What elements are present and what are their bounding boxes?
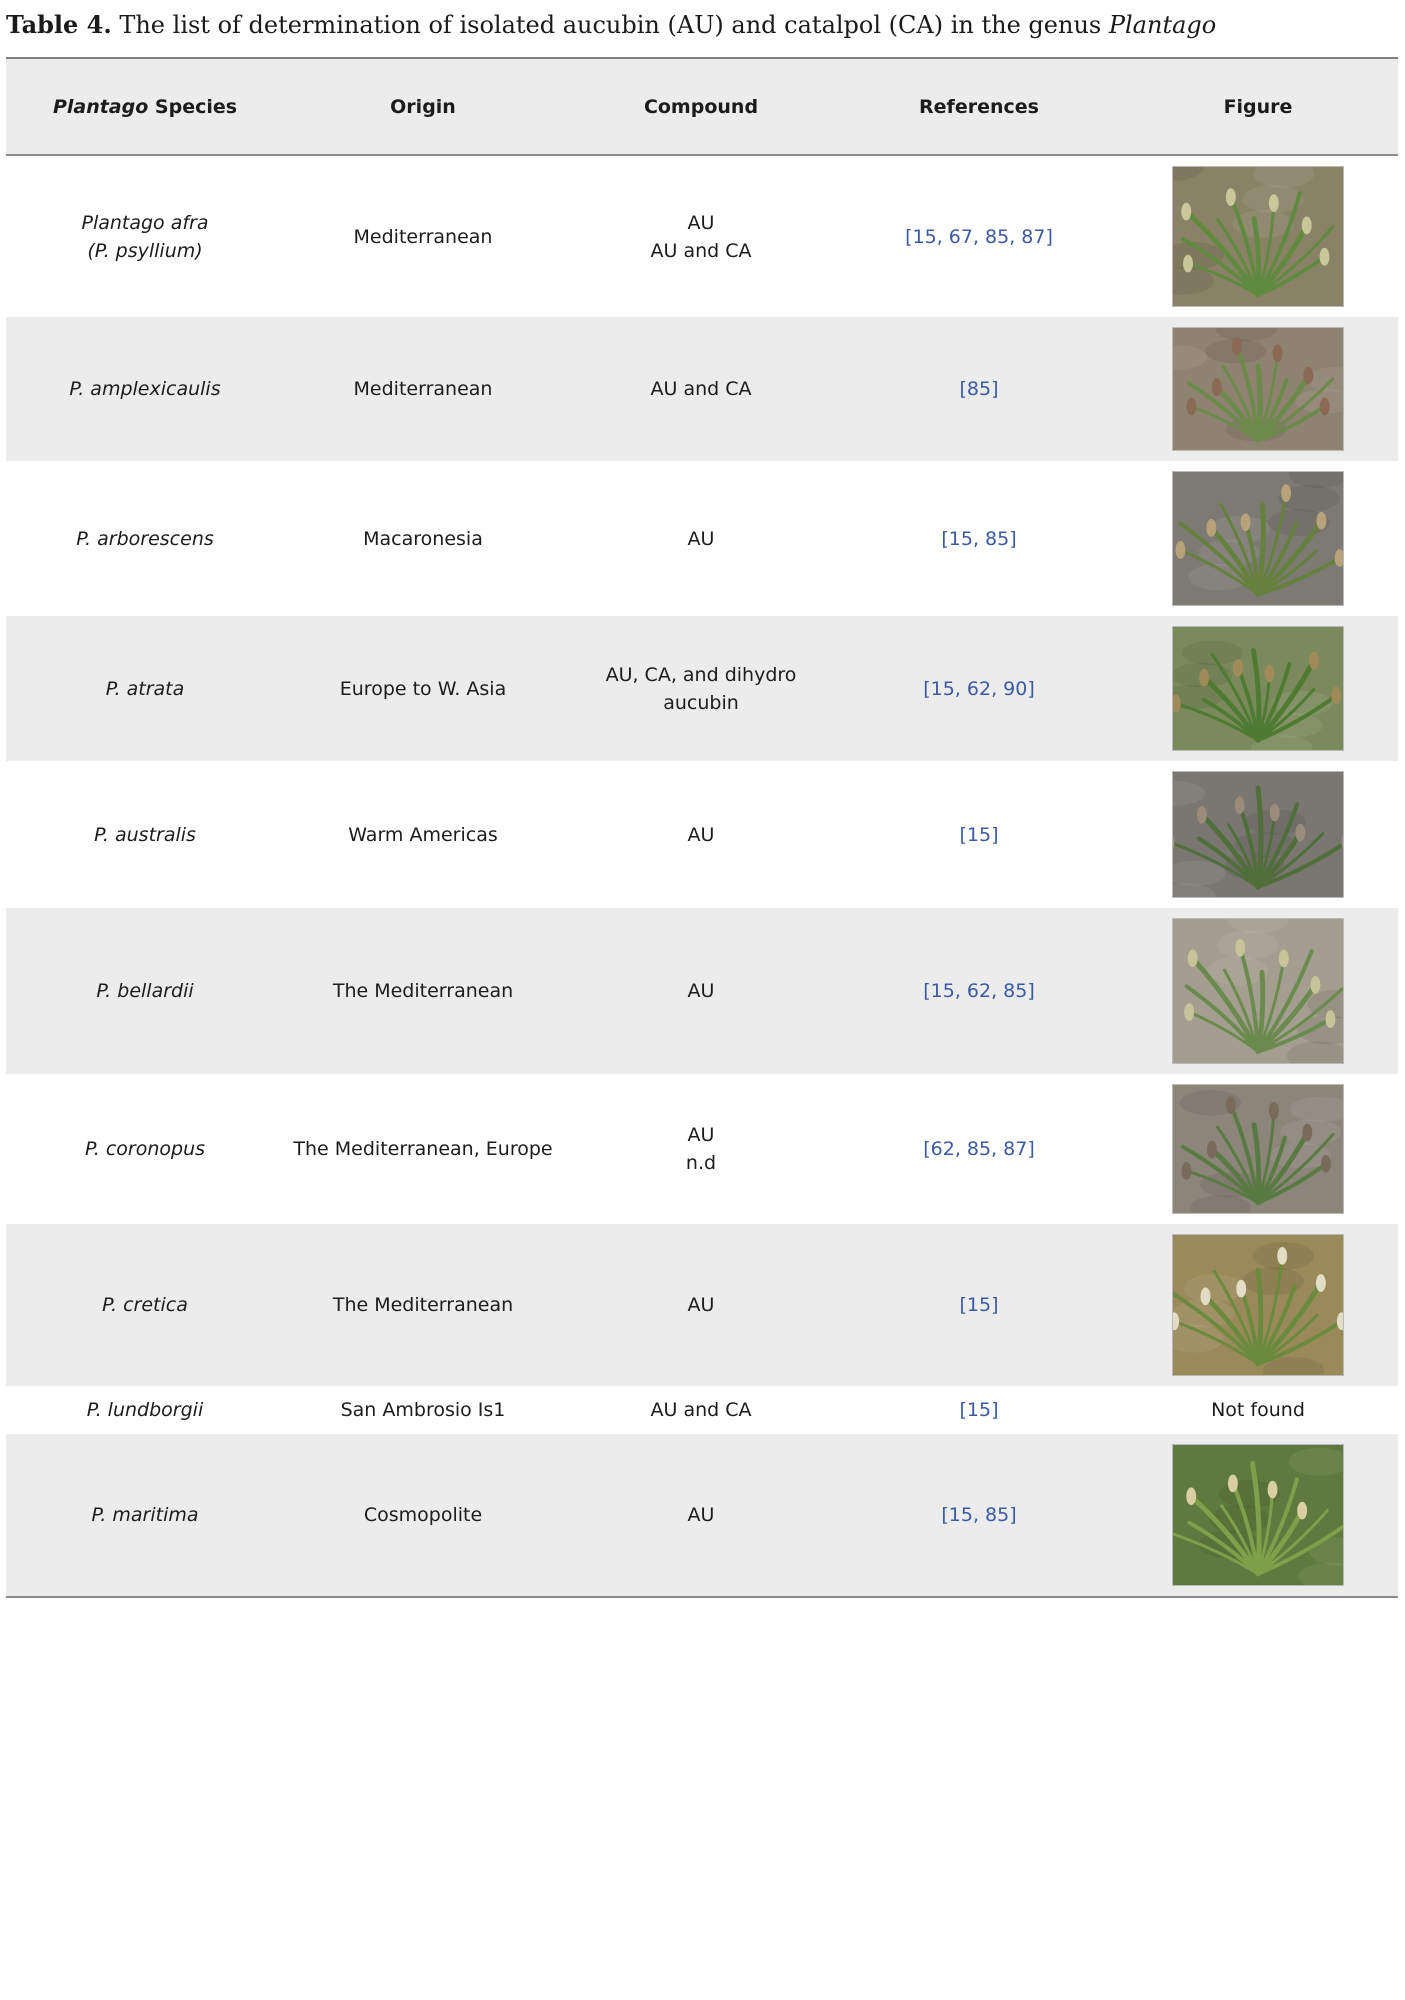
cell-figure <box>1118 1444 1398 1586</box>
cell-origin: San Ambrosio Is1 <box>340 1399 506 1421</box>
caption-label: Table 4. <box>6 10 112 39</box>
header-origin: Origin <box>390 95 456 118</box>
compound-line: AU <box>687 980 715 1002</box>
reference-link[interactable]: [15, 85] <box>941 1504 1017 1526</box>
table-row <box>6 761 1398 908</box>
cell-compound <box>562 1291 840 1319</box>
cell-compound <box>562 1396 840 1424</box>
cell-origin: Warm Americas <box>348 823 498 846</box>
reference-link[interactable]: [62, 85, 87] <box>923 1138 1035 1160</box>
table-row <box>6 616 1398 761</box>
plant-photo <box>1172 471 1344 606</box>
cell-species <box>6 1291 284 1319</box>
cell-figure <box>1118 1084 1398 1214</box>
plant-photo <box>1172 771 1344 898</box>
species-line: P. bellardii <box>96 980 194 1002</box>
compound-line: AU and CA <box>650 378 752 400</box>
cell-figure <box>1118 918 1398 1064</box>
compound-line: AU <box>687 1124 715 1146</box>
compound-line: AU <box>687 527 715 550</box>
compound-line: aucubin <box>663 691 739 714</box>
species-line: P. lundborgii <box>86 1399 204 1421</box>
table-row <box>6 1074 1398 1224</box>
cell-compound <box>562 209 840 265</box>
cell-compound <box>562 977 840 1005</box>
cell-species <box>6 209 284 265</box>
plant-photo <box>1172 166 1344 307</box>
cell-species <box>6 821 284 849</box>
cell-origin: Mediterranean <box>353 225 493 248</box>
table-row <box>6 461 1398 616</box>
plant-photo <box>1172 1444 1344 1586</box>
plant-photo <box>1172 918 1344 1064</box>
species-line: P. cretica <box>102 1294 188 1316</box>
cell-species <box>6 525 284 553</box>
table-bottom-rule <box>6 1596 1398 1598</box>
header-compound: Compound <box>643 95 759 118</box>
compound-line: AU <box>687 823 715 846</box>
species-line: P. amplexicaulis <box>69 378 221 400</box>
cell-origin: Mediterranean <box>353 378 493 400</box>
compound-line: n.d <box>685 1152 717 1174</box>
cell-compound <box>562 375 840 403</box>
figure-text: Not found <box>1211 1399 1305 1421</box>
table-row <box>6 908 1398 1074</box>
reference-link[interactable]: [15] <box>959 1399 999 1421</box>
cell-compound <box>562 661 840 717</box>
compound-line: AU <box>687 1504 715 1526</box>
cell-origin: Macaronesia <box>363 527 483 550</box>
table-caption <box>6 10 1216 39</box>
header-species <box>6 93 284 121</box>
table-row <box>6 317 1398 461</box>
plant-photo <box>1172 1084 1344 1214</box>
species-line: Plantago afra <box>81 211 209 234</box>
cell-figure <box>1118 1234 1398 1376</box>
reference-link[interactable]: [15, 85] <box>941 527 1017 550</box>
cell-species <box>6 675 284 703</box>
species-line: P. australis <box>94 823 196 846</box>
cell-origin: Europe to W. Asia <box>339 677 507 700</box>
plant-photo <box>1172 1234 1344 1376</box>
cell-origin: The Mediterranean, Europe <box>293 1138 553 1160</box>
cell-figure <box>1118 327 1398 451</box>
reference-link[interactable]: [85] <box>959 378 999 400</box>
caption-text: The list of determination of isolated aucubin (AU) and catalpol (CA) in the genus <box>119 11 1102 39</box>
cell-species <box>6 375 284 403</box>
species-table <box>6 57 1398 1598</box>
cell-figure <box>1118 166 1398 307</box>
table-row <box>6 1386 1398 1434</box>
plant-photo <box>1172 626 1344 751</box>
compound-line: AU <box>687 1294 715 1316</box>
cell-compound <box>562 1121 840 1177</box>
table-row <box>6 1434 1398 1596</box>
cell-compound <box>562 1501 840 1529</box>
species-line: P. arborescens <box>76 527 214 550</box>
cell-figure <box>1118 626 1398 751</box>
compound-line: AU, CA, and dihydro <box>605 663 797 686</box>
reference-link[interactable]: [15] <box>959 1294 999 1316</box>
table-header-row <box>6 59 1398 154</box>
cell-compound <box>562 821 840 849</box>
compound-line: AU and CA <box>650 1399 752 1421</box>
cell-figure <box>1118 1396 1398 1424</box>
cell-figure <box>1118 471 1398 606</box>
species-line: P. atrata <box>105 677 185 700</box>
plant-photo <box>1172 327 1344 451</box>
cell-species <box>6 1135 284 1163</box>
cell-origin: Cosmopolite <box>363 1504 483 1526</box>
reference-link[interactable]: [15, 62, 90] <box>923 677 1035 700</box>
table-row <box>6 156 1398 317</box>
header-species-genus: Plantago <box>52 95 149 118</box>
reference-link[interactable]: [15] <box>959 823 999 846</box>
reference-link[interactable]: [15, 62, 85] <box>923 980 1035 1002</box>
header-references: References <box>919 95 1039 118</box>
compound-line: AU and CA <box>650 239 752 262</box>
reference-link[interactable]: [15, 67, 85, 87] <box>905 225 1053 248</box>
cell-figure <box>1118 771 1398 898</box>
species-line: P. maritima <box>91 1504 199 1526</box>
cell-origin: The Mediterranean <box>332 980 514 1002</box>
table-body <box>6 156 1398 1596</box>
cell-species <box>6 977 284 1005</box>
species-line: P. coronopus <box>84 1138 206 1160</box>
table-row <box>6 1224 1398 1386</box>
cell-species <box>6 1501 284 1529</box>
compound-line: AU <box>687 211 715 234</box>
cell-compound <box>562 525 840 553</box>
cell-origin: The Mediterranean <box>332 1294 514 1316</box>
header-species-rest: Species <box>154 95 238 118</box>
species-line: (P. psyllium) <box>87 239 203 262</box>
header-figure: Figure <box>1223 95 1293 118</box>
cell-species <box>6 1396 284 1424</box>
caption-genus: Plantago <box>1108 11 1217 39</box>
